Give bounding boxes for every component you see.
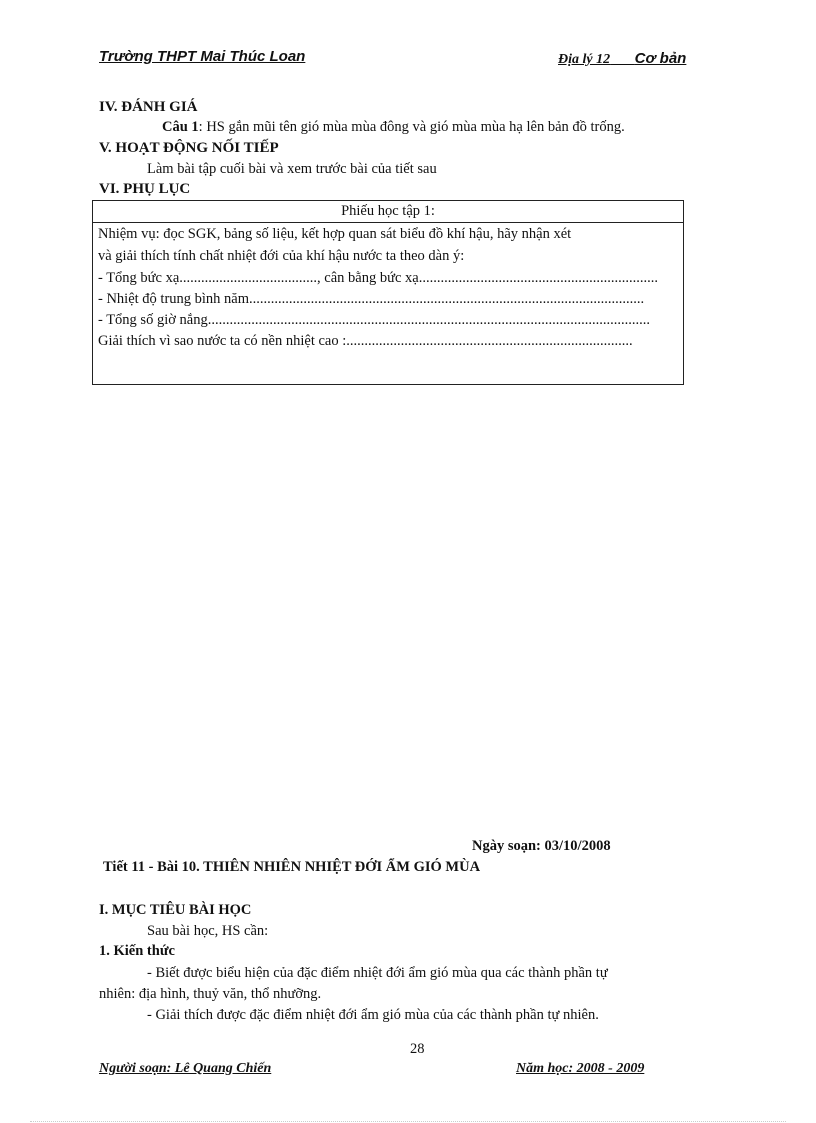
knowledge-item-1-cont: nhiên: địa hình, thuỷ văn, thổ nhưỡng. <box>99 986 322 1002</box>
author-footer: Người soạn: Lê Quang Chiến <box>99 1061 272 1076</box>
school-name: Trường THPT Mai Thúc Loan <box>99 48 306 65</box>
knowledge-item-1: - Biết được biểu hiện của đặc điểm nhiệt đới ẩm gió mùa qua các thành phần tự <box>147 965 608 981</box>
subject-separator: ___ <box>610 52 635 67</box>
page-number: 28 <box>410 1041 425 1057</box>
objectives-intro: Sau bài học, HS cần: <box>147 923 269 939</box>
question-1 <box>162 119 625 136</box>
worksheet-line: - Tổng bức xạ......................................, cân bằng bức xạ.................................................................. <box>98 270 658 286</box>
knowledge-heading: 1. Kiến thức <box>99 943 175 959</box>
section-5-text: Làm bài tập cuối bài và xem trước bài của tiết sau <box>147 161 437 177</box>
question-1-label: Câu 1 <box>162 119 199 135</box>
lesson-title: Tiết 11 - Bài 10. THIÊN NHIÊN NHIỆT ĐỚI ẨM GIÓ MÙA <box>103 859 481 875</box>
section-6-heading: VI. PHỤ LỤC <box>99 181 191 197</box>
lesson-date: Ngày soạn: 03/10/2008 <box>472 838 611 854</box>
worksheet-box <box>92 200 684 385</box>
worksheet-line: Giải thích vì sao nước ta có nền nhiệt cao :............................................................................... <box>98 333 633 349</box>
worksheet-title: Phiếu học tập 1: <box>93 201 683 223</box>
school-year-footer: Năm học: 2008 - 2009 <box>516 1061 645 1076</box>
worksheet-line: và giải thích tính chất nhiệt đới của khí hậu nước ta theo dàn ý: <box>98 248 465 264</box>
worksheet-line: - Tổng số giờ nắng.......................................................................................................................... <box>98 312 650 328</box>
subject-header <box>558 50 686 68</box>
worksheet-line: Nhiệm vụ: đọc SGK, bảng số liệu, kết hợp quan sát biểu đồ khí hậu, hãy nhận xét <box>98 226 572 242</box>
subject-level: Cơ bản <box>634 50 687 67</box>
section-4-heading: IV. ĐÁNH GIÁ <box>99 99 198 115</box>
section-5-heading: V. HOẠT ĐỘNG NỐI TIẾP <box>99 140 279 156</box>
subject-name: Địa lý 12 <box>558 52 611 67</box>
worksheet-line: - Nhiệt độ trung bình năm............................................................................................................. <box>98 291 645 307</box>
question-1-text: : HS gắn mũi tên gió mùa mùa đông và gió mùa mùa hạ lên bản đồ trống. <box>198 119 625 135</box>
knowledge-item-2: - Giải thích được đặc điểm nhiệt đới ẩm gió mùa của các thành phần tự nhiên. <box>147 1007 599 1023</box>
objectives-heading: I. MỤC TIÊU BÀI HỌC <box>99 902 252 918</box>
page-bottom-divider <box>30 1121 786 1122</box>
